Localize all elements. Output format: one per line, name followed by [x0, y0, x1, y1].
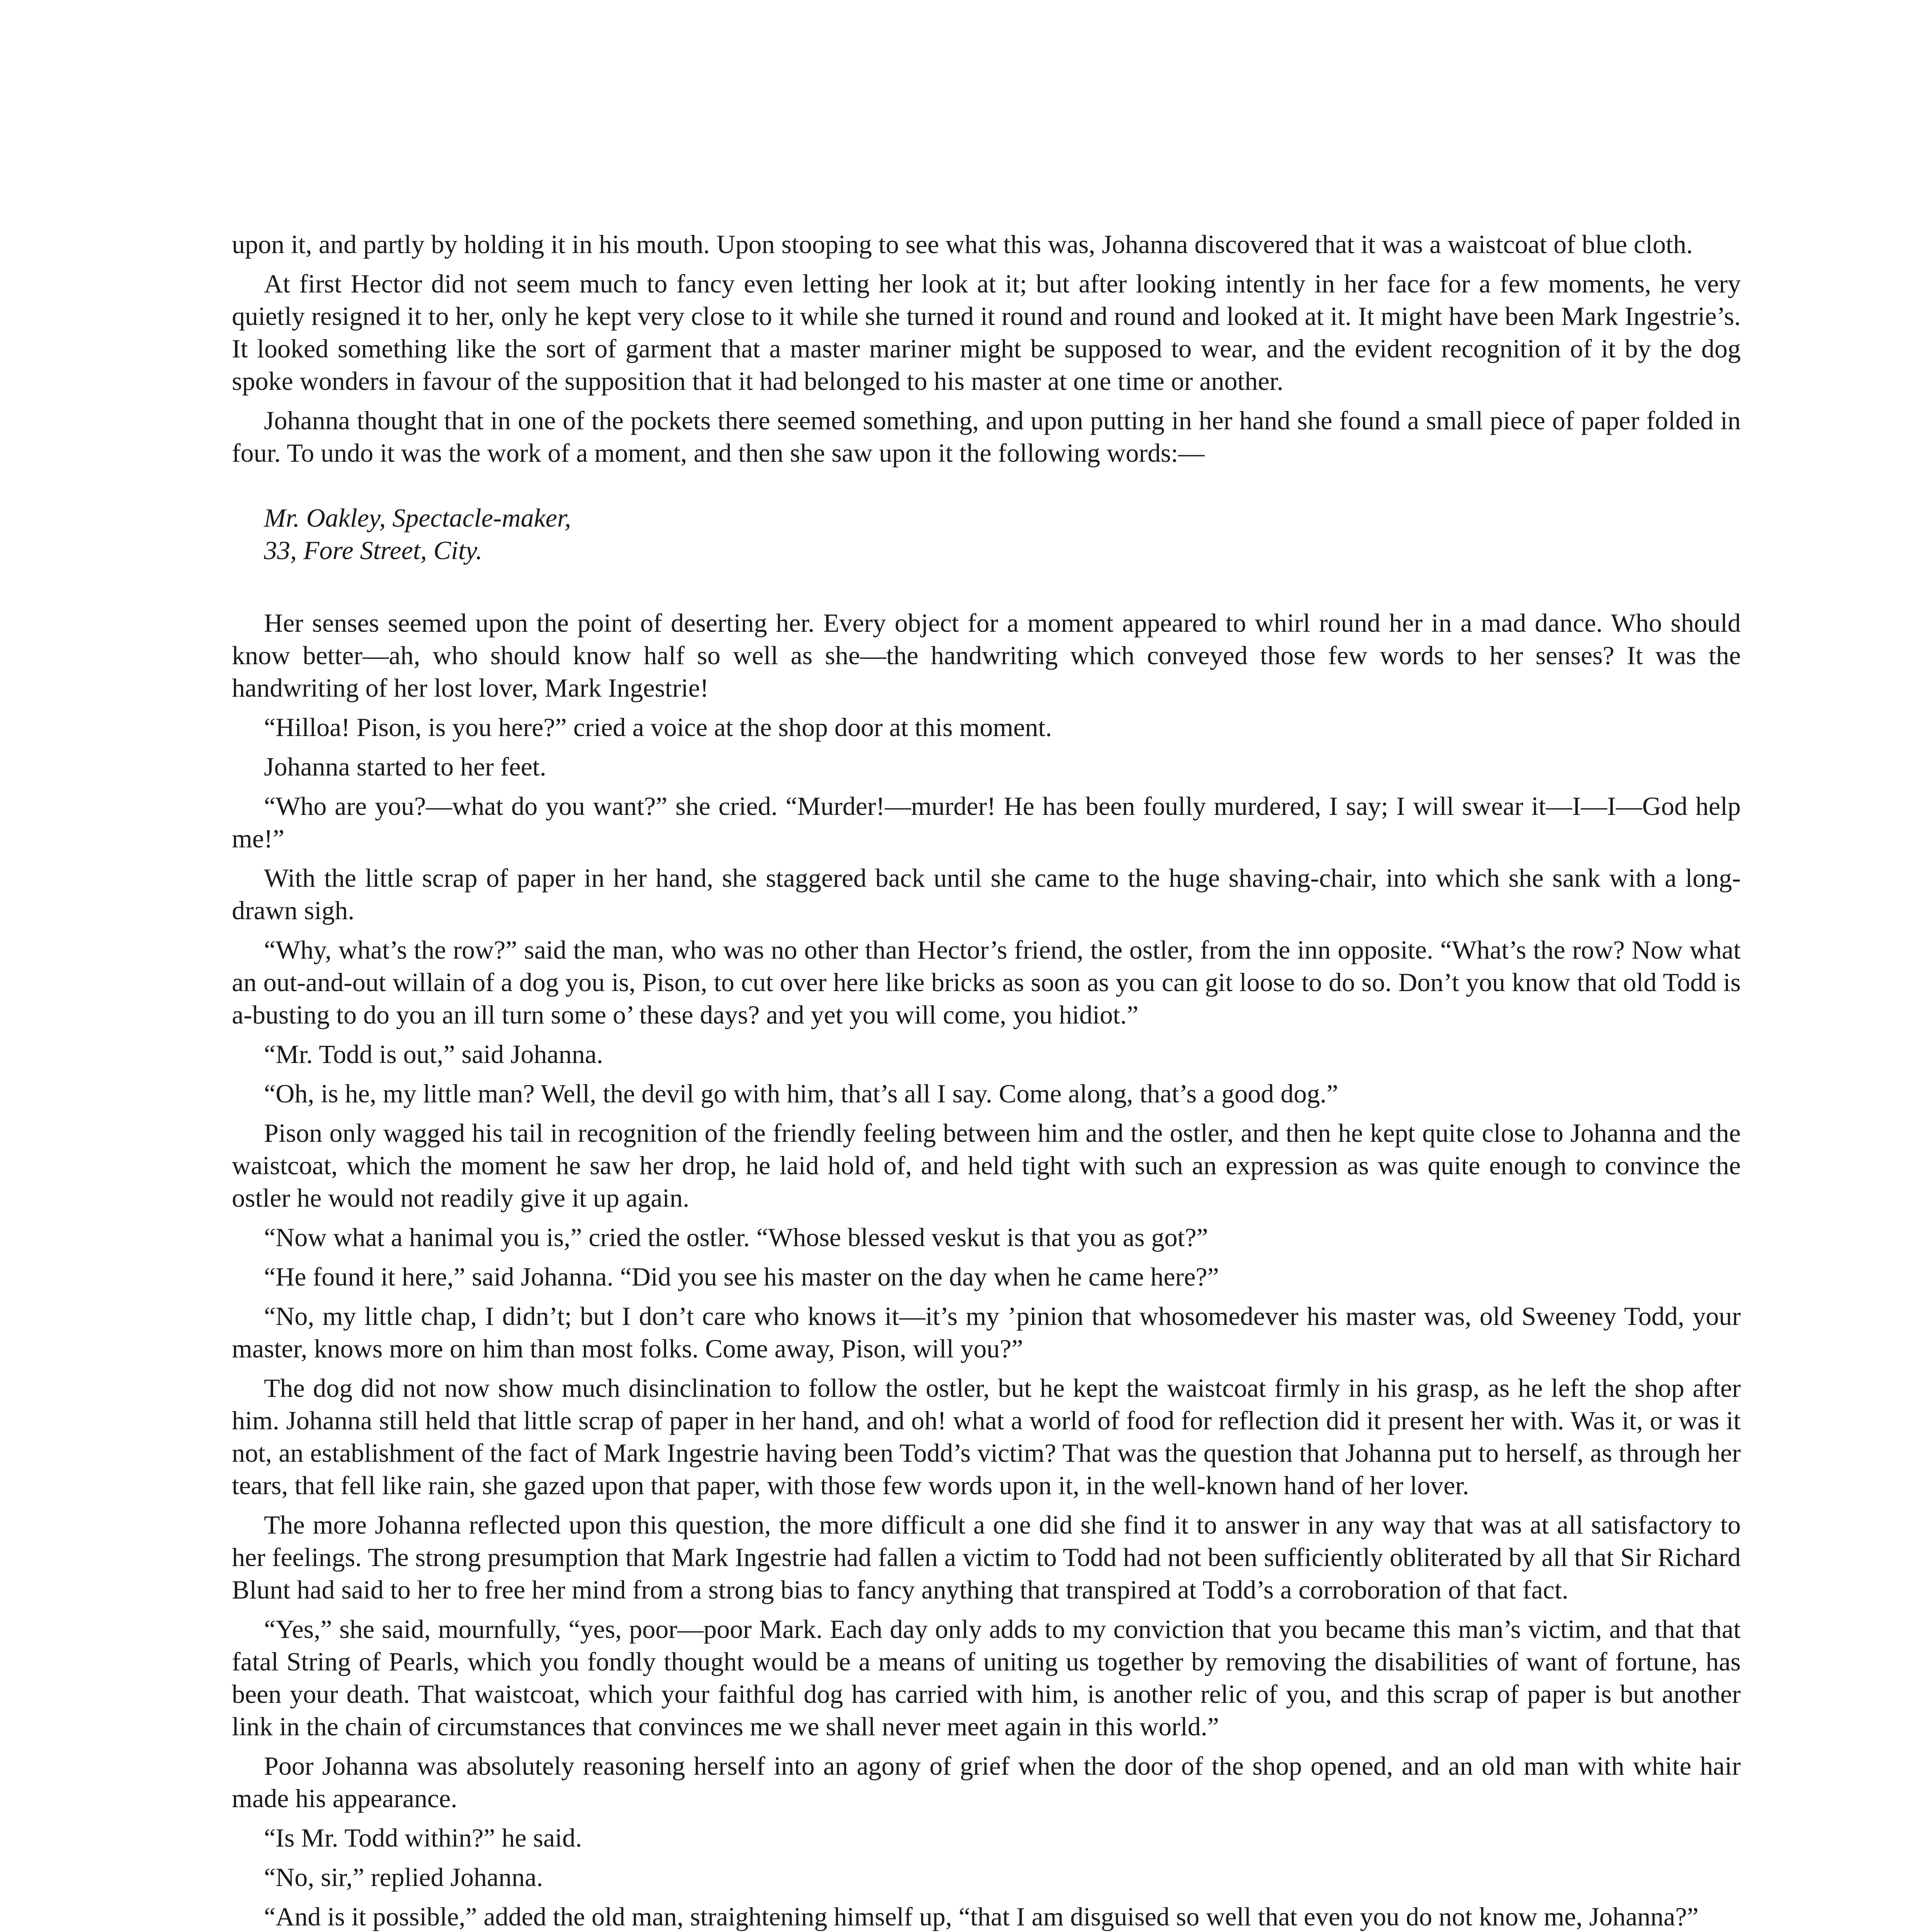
- paragraph: “No, sir,” replied Johanna.: [264, 1862, 543, 1892]
- paragraph: “Now what a hanimal you is,” cried the ostler. “Whose blessed veskut is that you as got?”: [264, 1223, 1208, 1252]
- paragraph: “He found it here,” said Johanna. “Did you see his master on the day when he came here?”: [264, 1262, 1219, 1291]
- paragraph: Her senses seemed upon the point of deserting her. Every object for a moment appeared to whirl round her in a mad dance. Who should know better—ah, who should know half so well as she—the handwriting which conveyed those few words to her senses? It was the handwriting of her lost lover, Mark Ingestrie!: [232, 608, 1741, 702]
- paragraph: “And is it possible,” added the old man, straightening himself up, “that I am disguised so well that even you do not know me, Johanna?”: [264, 1902, 1699, 1931]
- paragraph: The dog did not now show much disinclination to follow the ostler, but he kept the waistcoat firmly in his grasp, as he left the shop after him. Johanna still held that little scrap of paper in her hand, and oh! what a world of food for reflection did it present her with. Was it, or was it not, an establishment of the fact of Mark Ingestrie having been Todd’s victim? That was the question that Johanna put to herself, as through her tears, that fell like rain, she gazed upon that paper, with those few words upon it, in the well-known hand of her lover.: [232, 1373, 1741, 1500]
- paragraph: Johanna started to her feet.: [264, 752, 546, 781]
- paragraph: “Why, what’s the row?” said the man, who was no other than Hector’s friend, the ostler, from the inn opposite. “What’s the row? Now what an out-and-out willain of a dog you is, Pison, to cut over here like bricks as soon as you can git loose to do so. Don’t you know that old Todd is a-busting to do you an ill turn some o’ these days? and yet you will come, you hidiot.”: [232, 935, 1741, 1029]
- paragraph: The more Johanna reflected upon this question, the more difficult a one did she find it to answer in any way that was at all satisfactory to her feelings. The strong presumption that Mark Ingestrie had fallen a victim to Todd had not been sufficiently obliterated by all that Sir Richard Blunt had said to her to free her mind from a strong bias to fancy anything that transpired at Todd’s a corroboration of that fact.: [232, 1510, 1741, 1604]
- paragraph: upon it, and partly by holding it in his mouth. Upon stooping to see what this was, Johanna discovered that it was a waistcoat of blue cloth.: [232, 230, 1693, 259]
- address-line: 33, Fore Street, City.: [264, 536, 483, 565]
- paragraph: Pison only wagged his tail in recognition of the friendly feeling between him and the ostler, and then he kept quite close to Johanna and the waistcoat, which the moment he saw her drop, he laid hold of, and held tight with such an expression as was quite enough to convince the ostler he would not readily give it up again.: [232, 1118, 1741, 1213]
- paragraph: “Is Mr. Todd within?” he said.: [264, 1823, 582, 1852]
- paragraph: “No, my little chap, I didn’t; but I don’t care who knows it—it’s my ’pinion that whosomedever his master was, old Sweeney Todd, your master, knows more on him than most folks. Come away, Pison, will you?”: [232, 1301, 1741, 1363]
- paragraph: “Hilloa! Pison, is you here?” cried a voice at the shop door at this moment.: [264, 713, 1052, 742]
- paragraph: At first Hector did not seem much to fancy even letting her look at it; but after looking intently in her face for a few moments, he very quietly resigned it to her, only he kept very close to it while she turned it round and round and looked at it. It might have been Mark Ingestrie’s. It looked something like the sort of garment that a master mariner might be supposed to wear, and the evident recognition of it by the dog spoke wonders in favour of the supposition that it had belonged to his master at one time or another.: [232, 269, 1741, 396]
- paragraph: With the little scrap of paper in her hand, she staggered back until she came to the huge shaving-chair, into which she sank with a long-drawn sigh.: [232, 863, 1741, 925]
- paragraph: Poor Johanna was absolutely reasoning herself into an agony of grief when the door of the shop opened, and an old man with white hair made his appearance.: [232, 1751, 1741, 1813]
- paragraph: Johanna thought that in one of the pockets there seemed something, and upon putting in her hand she found a small piece of paper folded in four. To undo it was the work of a moment, and then she saw upon it the following words:—: [232, 406, 1741, 468]
- page-body: [232, 228, 1741, 1932]
- paragraph: “Mr. Todd is out,” said Johanna.: [264, 1039, 603, 1069]
- address-block: [264, 502, 1741, 566]
- paragraph: “Who are you?—what do you want?” she cried. “Murder!—murder! He has been foully murdered, I say; I will swear it—I—I—God help me!”: [232, 791, 1741, 853]
- paragraph: “Oh, is he, my little man? Well, the devil go with him, that’s all I say. Come along, that’s a good dog.”: [264, 1079, 1338, 1108]
- address-line: Mr. Oakley, Spectacle-maker,: [264, 503, 571, 532]
- paragraph: “Yes,” she said, mournfully, “yes, poor—poor Mark. Each day only adds to my conviction that you became this man’s victim, and that that fatal String of Pearls, which you fondly thought would be a means of uniting us together by removing the disabilities of want of fortune, has been your death. That waistcoat, which your faithful dog has carried with him, is another relic of you, and this scrap of paper is but another link in the chain of circumstances that convinces me we shall never meet again in this world.”: [232, 1614, 1741, 1741]
